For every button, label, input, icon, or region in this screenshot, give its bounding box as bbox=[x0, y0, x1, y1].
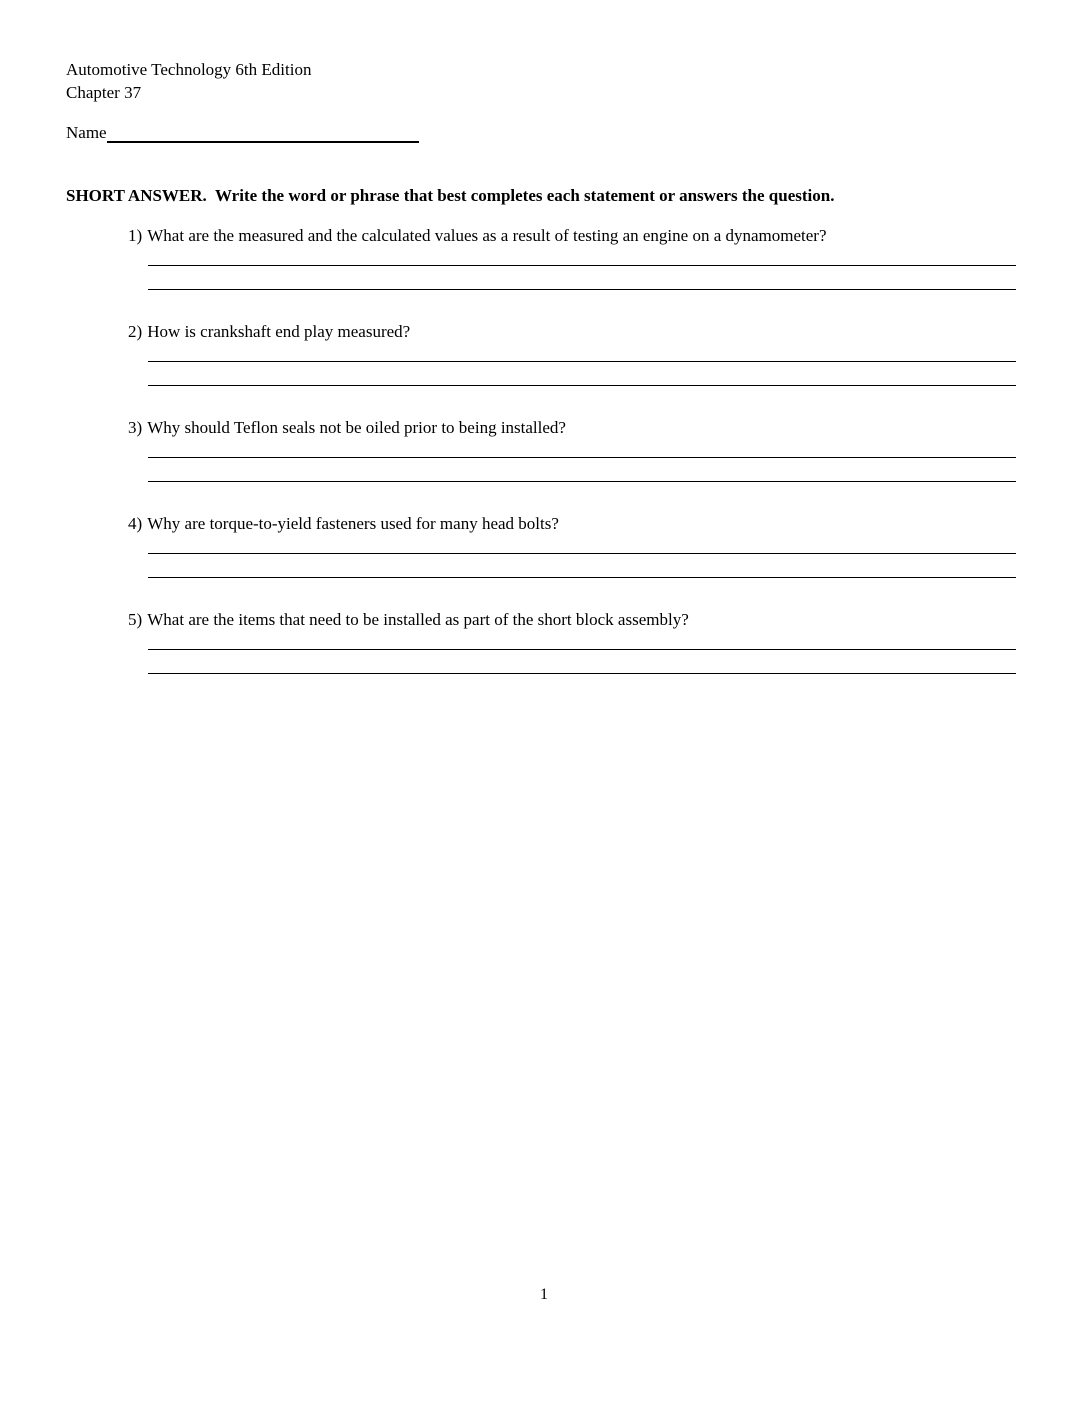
question-body: Why should Teflon seals not be oiled prior to being installed? bbox=[147, 418, 566, 437]
document-header bbox=[66, 58, 311, 104]
document-title: Automotive Technology 6th Edition bbox=[66, 60, 312, 79]
question-block-4 bbox=[128, 513, 1028, 578]
question-block-2 bbox=[128, 321, 1028, 386]
section-heading: SHORT ANSWER. Write the word or phrase that best completes each statement or answers the question. bbox=[66, 186, 835, 205]
question-body: What are the items that need to be installed as part of the short block assembly? bbox=[147, 610, 689, 629]
answer-line bbox=[148, 577, 1016, 578]
answer-line bbox=[148, 649, 1016, 650]
question-text bbox=[128, 513, 1028, 534]
question-number: 4) bbox=[128, 514, 143, 533]
question-list bbox=[128, 225, 1028, 705]
name-field-row bbox=[66, 122, 419, 143]
question-number: 1) bbox=[128, 226, 143, 245]
question-block-3 bbox=[128, 417, 1028, 482]
answer-line bbox=[148, 361, 1016, 362]
question-number: 5) bbox=[128, 610, 143, 629]
question-block-1 bbox=[128, 225, 1028, 290]
question-body: How is crankshaft end play measured? bbox=[147, 322, 411, 341]
question-text bbox=[128, 321, 1028, 342]
chapter-label: Chapter 37 bbox=[66, 83, 142, 102]
answer-line bbox=[148, 673, 1016, 674]
answer-line bbox=[148, 385, 1016, 386]
question-number: 3) bbox=[128, 418, 143, 437]
answer-line bbox=[148, 289, 1016, 290]
question-text bbox=[128, 225, 1028, 246]
question-text bbox=[128, 417, 1028, 438]
name-label: Name bbox=[66, 123, 107, 142]
question-body: What are the measured and the calculated values as a result of testing an engine on a dynamometer? bbox=[147, 226, 827, 245]
question-block-5 bbox=[128, 609, 1028, 674]
question-number: 2) bbox=[128, 322, 143, 341]
answer-line bbox=[148, 457, 1016, 458]
question-body: Why are torque-to-yield fasteners used for many head bolts? bbox=[147, 514, 559, 533]
answer-line bbox=[148, 265, 1016, 266]
question-text bbox=[128, 609, 1028, 630]
name-blank-line bbox=[107, 122, 419, 143]
answer-line bbox=[148, 553, 1016, 554]
answer-line bbox=[148, 481, 1016, 482]
page-number: 1 bbox=[540, 1286, 548, 1303]
